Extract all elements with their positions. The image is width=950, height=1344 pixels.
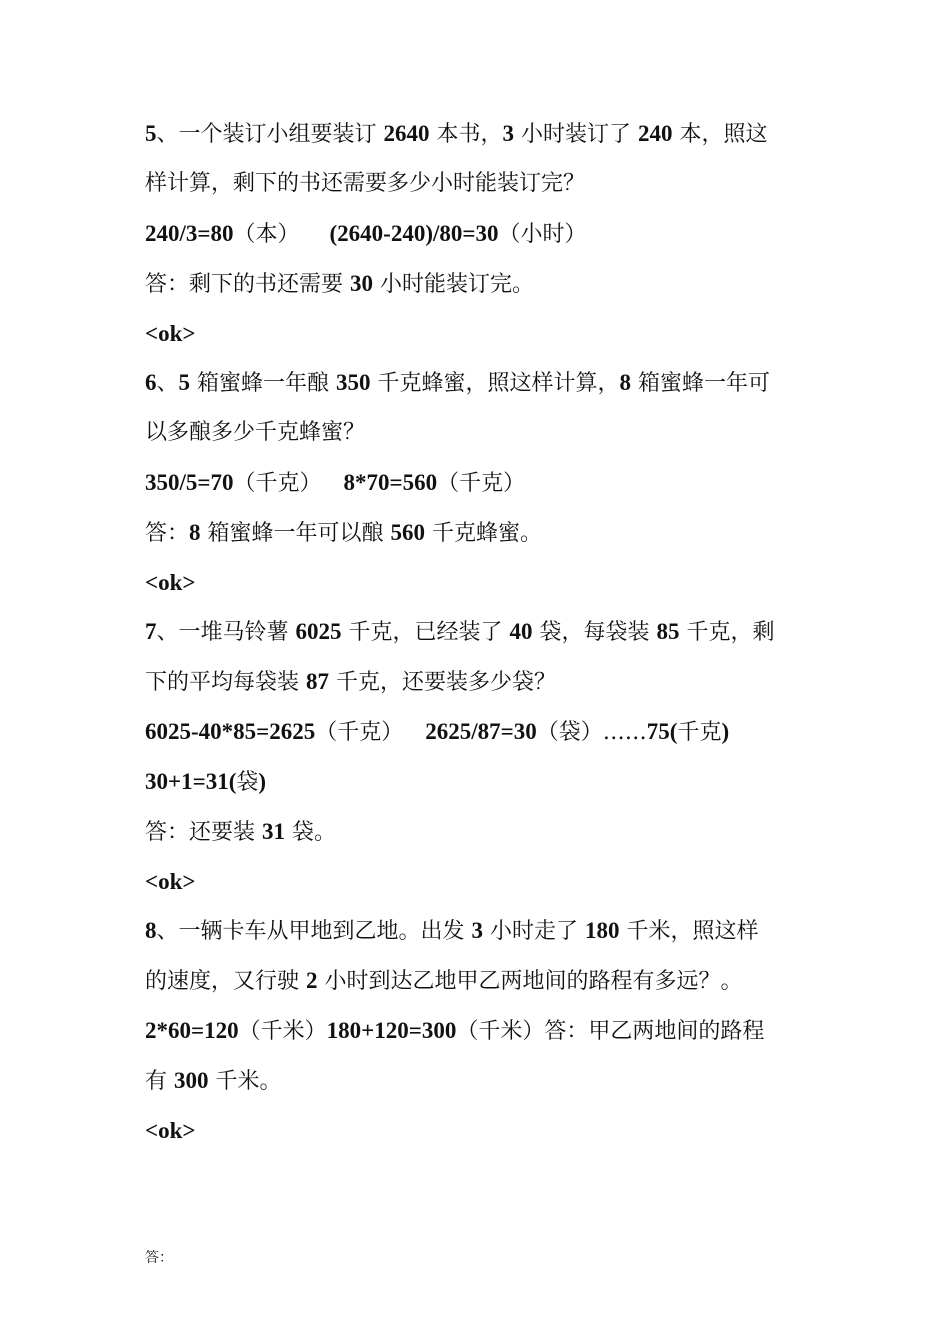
problem-7-ok-marker: <ok> bbox=[145, 869, 196, 894]
problem-6-question-line-2: 以多酿多少千克蜂蜜？ bbox=[145, 420, 366, 445]
page-footer-label: 答： bbox=[145, 1250, 173, 1266]
problem-5-answer: 答：剩下的书还需要 30 小时能装订完。 bbox=[145, 271, 534, 297]
problem-8-ok-marker: <ok> bbox=[145, 1118, 196, 1143]
problem-8-question-line-2: 的速度，又行驶 2 小时到达乙地甲乙两地间的路程有多远？。 bbox=[145, 968, 743, 994]
problem-7-solution-line-1: 6025-40*85=2625（千克） 2625/87=30（袋）……75(千克) bbox=[145, 719, 730, 745]
problem-7-answer: 答：还要装 31 袋。 bbox=[145, 819, 336, 845]
problem-6-ok-marker: <ok> bbox=[145, 570, 196, 595]
problem-7-solution-line-2: 30+1=31(袋) bbox=[145, 769, 267, 795]
problem-8-solution-line-1: 2*60=120（千米）180+120=300（千米）答：甲乙两地间的路程 bbox=[145, 1018, 765, 1044]
problem-8-solution-line-2: 有 300 千米。 bbox=[145, 1068, 282, 1094]
problem-7-question-line-1: 7、一堆马铃薯 6025 千克，已经装了 40 袋，每袋装 85 千克，剩 bbox=[145, 619, 775, 645]
problem-6-question-line-1: 6、5 箱蜜蜂一年酿 350 千克蜂蜜，照这样计算，8 箱蜜蜂一年可 bbox=[145, 370, 771, 396]
problem-5-solution: 240/3=80（本） (2640-240)/80=30（小时） bbox=[145, 221, 587, 247]
problem-7-question-line-2: 下的平均每袋装 87 千克，还要装多少袋？ bbox=[145, 669, 556, 695]
problem-5-question-line-2: 样计算，剩下的书还需要多少小时能装订完？ bbox=[145, 171, 586, 196]
problem-8-question-line-1: 8、一辆卡车从甲地到乙地。出发 3 小时走了 180 千米，照这样 bbox=[145, 918, 759, 944]
problem-5-question-line-1: 5、一个装订小组要装订 2640 本书，3 小时装订了 240 本，照这 bbox=[145, 121, 768, 147]
problem-5-ok-marker: <ok> bbox=[145, 321, 196, 346]
problem-6-solution: 350/5=70（千克） 8*70=560（千克） bbox=[145, 470, 526, 496]
problem-6-answer: 答：8 箱蜜蜂一年可以酿 560 千克蜂蜜。 bbox=[145, 520, 543, 546]
